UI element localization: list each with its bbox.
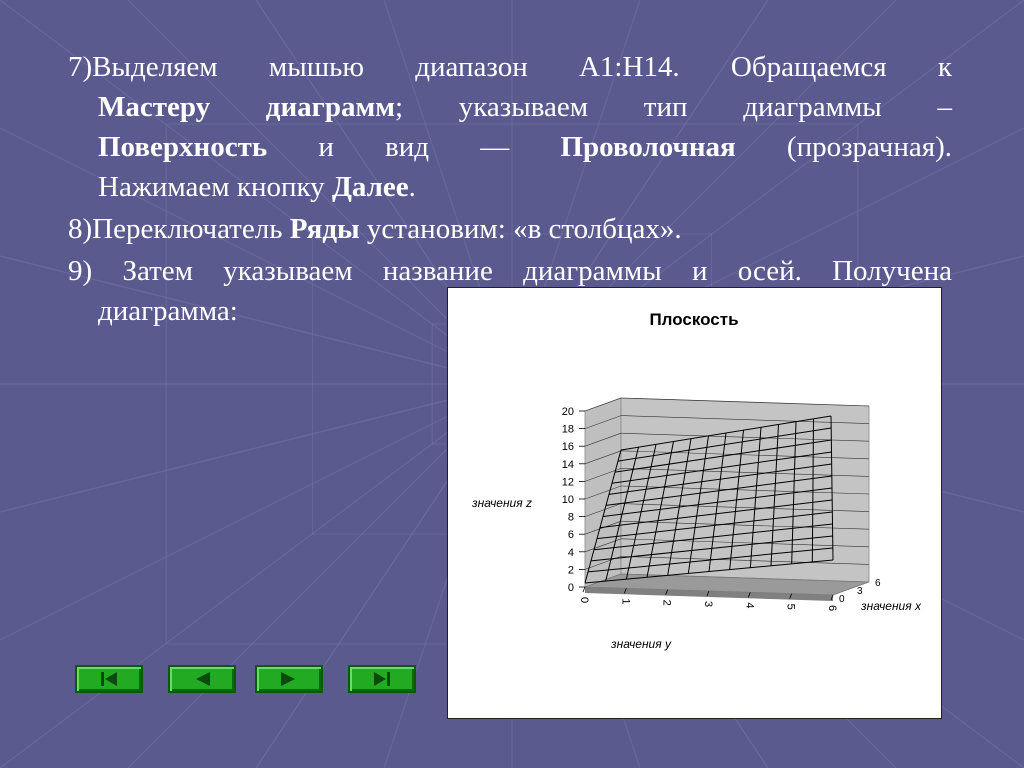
next-slide-button[interactable] — [255, 665, 323, 693]
x-tick-label: 3 — [857, 586, 863, 597]
y-tick-label: 2 — [660, 599, 673, 606]
z-axis-label: значения z — [472, 496, 532, 510]
y-tick-label: 0 — [578, 597, 590, 604]
chart-panel — [447, 287, 942, 719]
item-7-text-6: . — [408, 171, 416, 203]
z-tick-label: 18 — [561, 423, 574, 436]
y-tick — [583, 587, 585, 592]
item-7-number: 7) — [68, 51, 93, 83]
z-tick-label: 8 — [567, 511, 574, 524]
z-tick-label: 2 — [567, 564, 574, 577]
item-7 — [68, 47, 952, 167]
z-tick-label: 4 — [567, 546, 574, 559]
y-tick-label: 1 — [619, 598, 632, 605]
last-slide-icon — [350, 667, 414, 691]
y-axis-label: значения y — [611, 637, 671, 651]
prev-slide-button[interactable] — [168, 665, 236, 693]
item-7-tail — [68, 167, 952, 207]
z-tick-label: 10 — [561, 494, 574, 506]
x-tick-label: 0 — [839, 594, 845, 605]
item-7-text-3: и вид — — [267, 131, 561, 163]
item-9 — [68, 251, 952, 291]
item-8-text-1: Переключатель — [92, 213, 290, 245]
item-9-number: 9) — [68, 255, 93, 287]
y-tick-label: 3 — [702, 601, 714, 608]
last-slide-button[interactable] — [348, 665, 416, 693]
item-8 — [68, 209, 952, 249]
item-8-number: 8) — [68, 213, 93, 245]
item-7-bold-master: Мастеру диаграмм — [98, 91, 395, 123]
item-9-text-2: диаграмма: — [98, 295, 238, 327]
first-slide-button[interactable] — [75, 665, 143, 693]
item-9-text-1: Затем указываем название диаграммы и осей. Получена — [92, 255, 952, 287]
z-tick-label: 20 — [561, 406, 574, 418]
item-8-bold-rows: Ряды — [289, 213, 360, 245]
x-axis-label: значения x — [861, 599, 921, 613]
z-tick-label: 6 — [567, 529, 574, 542]
chart-title: Плоскость — [649, 310, 739, 329]
x-tick-label: 6 — [875, 578, 881, 589]
z-tick-label: 14 — [561, 458, 574, 471]
item-7-text-5: Нажимаем кнопку — [98, 171, 332, 203]
y-tick-label: 5 — [784, 603, 797, 610]
item-7-text-1: Выделяем мышью диапазон А1:Н14. Обращаемся к — [92, 51, 952, 83]
item-7-bold-next: Далее — [331, 171, 409, 203]
item-7-text-4: (прозрачная). — [735, 131, 952, 163]
y-tick-label: 6 — [826, 605, 838, 612]
z-tick-label: 16 — [561, 441, 574, 454]
prev-slide-icon — [170, 667, 234, 691]
item-7-bold-wireframe: Проволочная — [560, 131, 736, 163]
z-tick-label: 12 — [561, 476, 574, 489]
z-tick-label: 0 — [567, 582, 574, 594]
first-slide-icon — [77, 667, 141, 691]
item-7-bold-surface: Поверхность — [98, 131, 268, 163]
item-7-text-2: ; указываем тип диаграммы – — [394, 91, 952, 123]
next-slide-icon — [257, 667, 321, 691]
item-8-text-2: установим: «в столбцах». — [359, 213, 682, 245]
y-tick-label: 4 — [743, 602, 756, 609]
surface-chart — [448, 288, 941, 718]
